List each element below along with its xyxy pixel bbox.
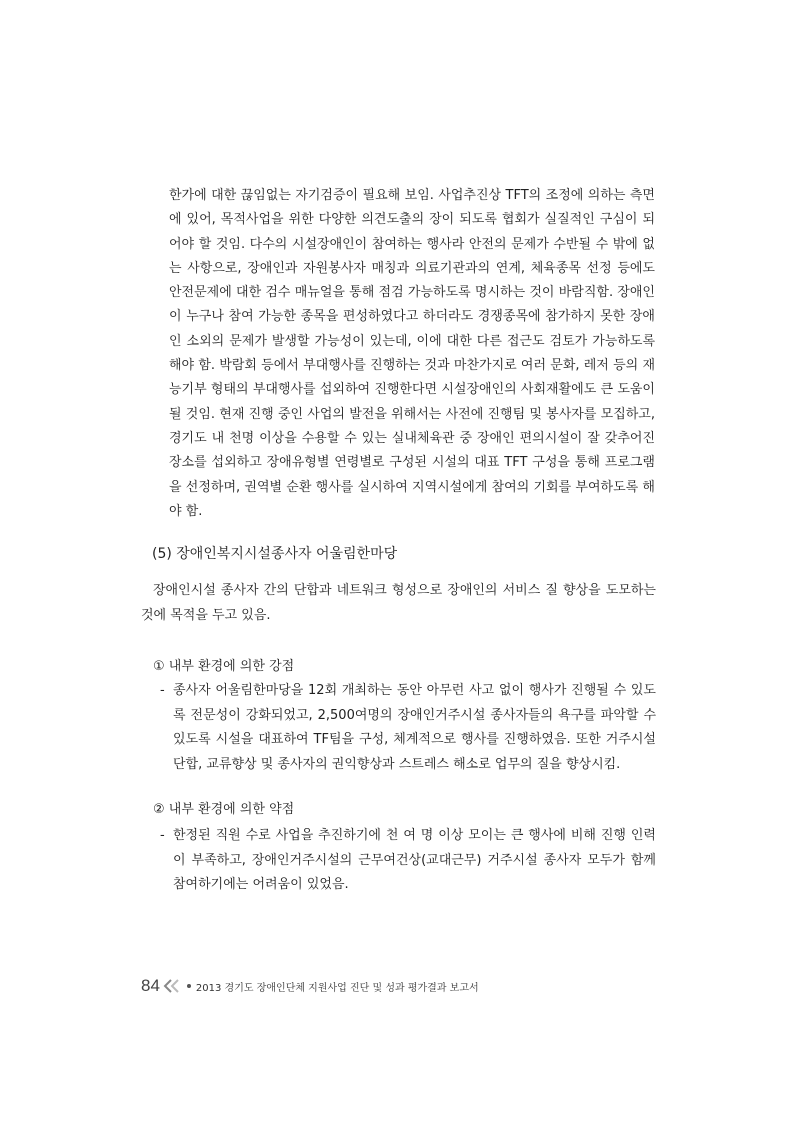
- page-number: 84: [141, 976, 160, 995]
- page-footer: [141, 974, 479, 998]
- dash-mark: -: [160, 828, 165, 843]
- footer-title: 2013 경기도 장애인단체 지원사업 진단 및 성과 평가결과 보고서: [195, 982, 479, 994]
- bullet-icon: [187, 984, 191, 988]
- section-heading: (5) 장애인복지시설종사자 어울림한마당: [152, 546, 398, 562]
- weaknesses-item: [160, 824, 656, 898]
- weaknesses-heading: ② 내부 환경에 의한 약점: [153, 802, 295, 817]
- weaknesses-text: 한정된 직원 수로 사업을 추진하기에 천 여 명 이상 모이는 큰 행사에 비해 진행 인력이 부족하고, 장애인거주시설의 근무여건상(교대근무) 거주시설 종사자 모두가 함께 참여하기에는 어려움이 있었음.: [173, 828, 656, 892]
- strengths-text: 종사자 어울림한마당을 12회 개최하는 동안 아무런 사고 없이 행사가 진행될 수 있도록 전문성이 강화되었고, 2,500여명의 장애인거주시설 종사자들의 욕구를 파악할 수 있도록 시설을 대표하여 TF팀을 구성, 체계적으로 행사를 진행하였음. 또한 거주시설 단합, 교류향상 및 종사자의 권익향상과 스트레스 해소로 업무의 질을 향상시킴.: [173, 683, 656, 772]
- dash-mark: -: [160, 683, 165, 698]
- strengths-heading: ① 내부 환경에 의한 강점: [153, 659, 295, 674]
- continuation-paragraph: 한가에 대한 끊임없는 자기검증이 필요해 보임. 사업추진상 TFT의 조정에 의하는 측면에 있어, 목적사업을 위한 다양한 의견도출의 장이 되도록 협회가 실질적인 구심이 되어야 할 것임. 다수의 시설장애인이 참여하는 행사라 안전의 문제가 수반될 수 밖에 없는 사항으로, 장애인과 자원봉사자 매칭과 의료기관과의 연계, 체육종목 선정 등에도 안전문제에 대한 검수 매뉴얼을 통해 점검 가능하도록 명시하는 것이 바람직함. 장애인이 누구나 참여 가능한 종목을 편성하였다고 하더라도 경쟁종목에 참가하지 못한 장애인 소외의 문제가 발생할 가능성이 있는데, 이에 대한 다른 접근도 검토가 가능하도록 해야 함. 박람회 등에서 부대행사를 진행하는 것과 마찬가지로 여러 문화, 레저 등의 재능기부 형태의 부대행사를 섭외하여 진행한다면 시설장애인의 사회재활에도 큰 도움이 될 것임. 현재 진행 중인 사업의 발전을 위해서는 사전에 진행팀 및 봉사자를 모집하고, 경기도 내 천명 이상을 수용할 수 있는 실내체육관 중 장애인 편의시설이 잘 갖추어진 장소를 섭외하고 장애유형별 연령별로 구성된 시설의 대표 TFT 구성을 통해 프로그램을 선정하며, 권역별 순환 행사를 실시하여 지역시설에게 참여의 기회를 부여하도록 해야 함.: [169, 188, 655, 519]
- strengths-item: [160, 679, 656, 777]
- intro-paragraph: 장애인시설 종사자 간의 단합과 네트워크 형성으로 장애인의 서비스 질 향상을 도모하는 것에 목적을 두고 있음.: [141, 583, 656, 623]
- double-chevron-icon: [163, 979, 181, 993]
